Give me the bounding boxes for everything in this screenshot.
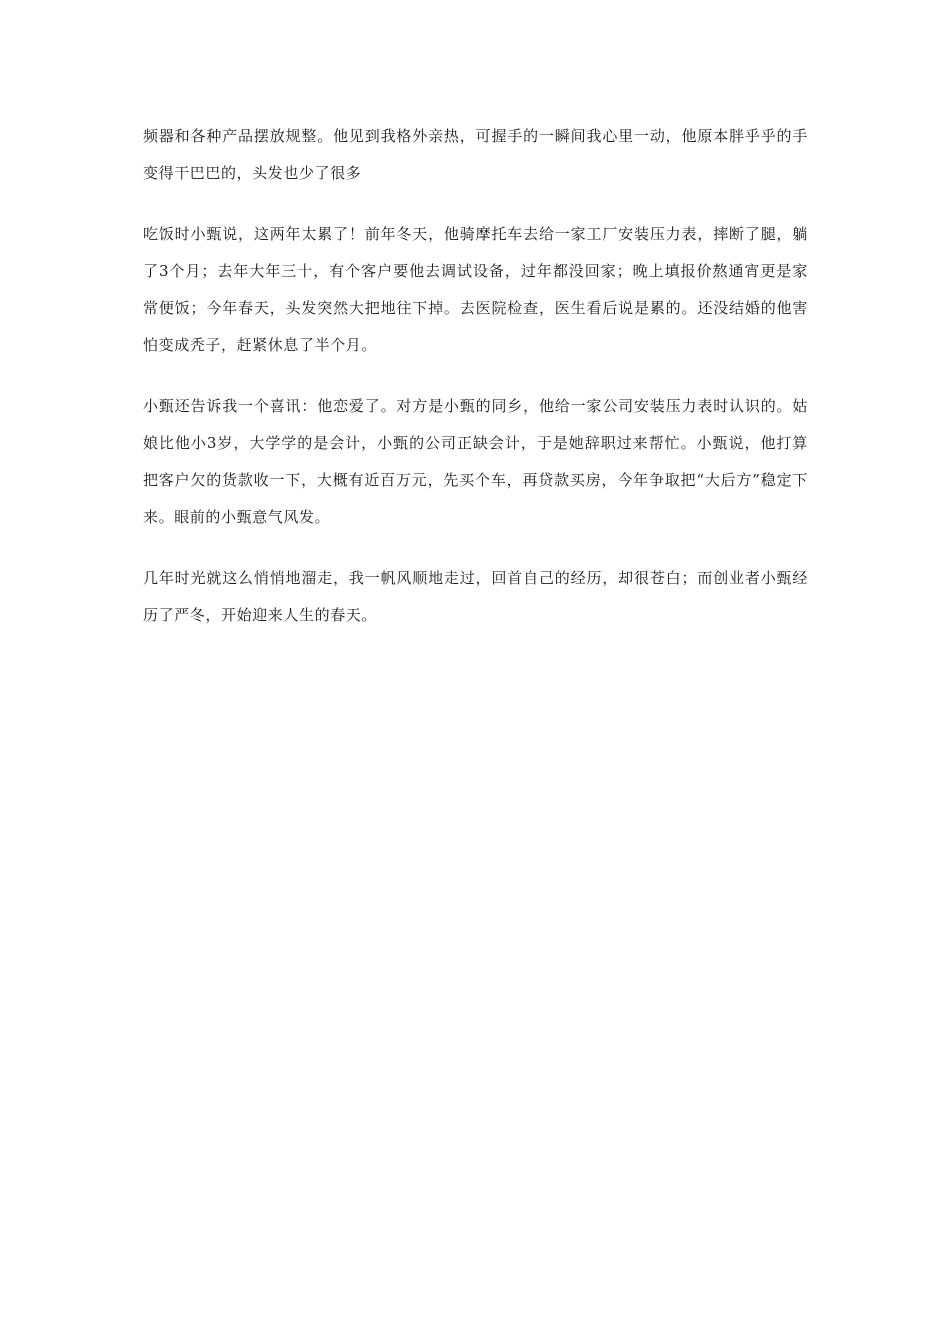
document-body <box>143 118 808 658</box>
paragraph-2: 吃饭时小甄说，这两年太累了！前年冬天，他骑摩托车去给一家工厂安装压力表，摔断了腿，躺了3个月；去年大年三十，有个客户要他去调试设备，过年都没回家；晚上填报价熬通宵更是家常便饭；今年春天，头发突然大把地往下掉。去医院检查，医生看后说是累的。还没结婚的他害怕变成秃子，赶紧休息了半个月。 <box>143 225 808 354</box>
paragraph-3: 小甄还告诉我一个喜讯：他恋爱了。对方是小甄的同乡，他给一家公司安装压力表时认识的。姑娘比他小3岁，大学学的是会计，小甄的公司正缺会计，于是她辞职过来帮忙。小甄说，他打算把客户欠的货款收一下，大概有近百万元，先买个车，再贷款买房，今年争取把“大后方”稳定下来。眼前的小甄意气风发。 <box>143 397 808 526</box>
paragraph-1: 频器和各种产品摆放规整。他见到我格外亲热，可握手的一瞬间我心里一动，他原本胖乎乎的手变得干巴巴的，头发也少了很多 <box>143 127 808 182</box>
paragraph-4: 几年时光就这么悄悄地溜走，我一帆风顺地走过，回首自己的经历，却很苍白；而创业者小甄经历了严冬，开始迎来人生的春天。 <box>143 569 808 624</box>
